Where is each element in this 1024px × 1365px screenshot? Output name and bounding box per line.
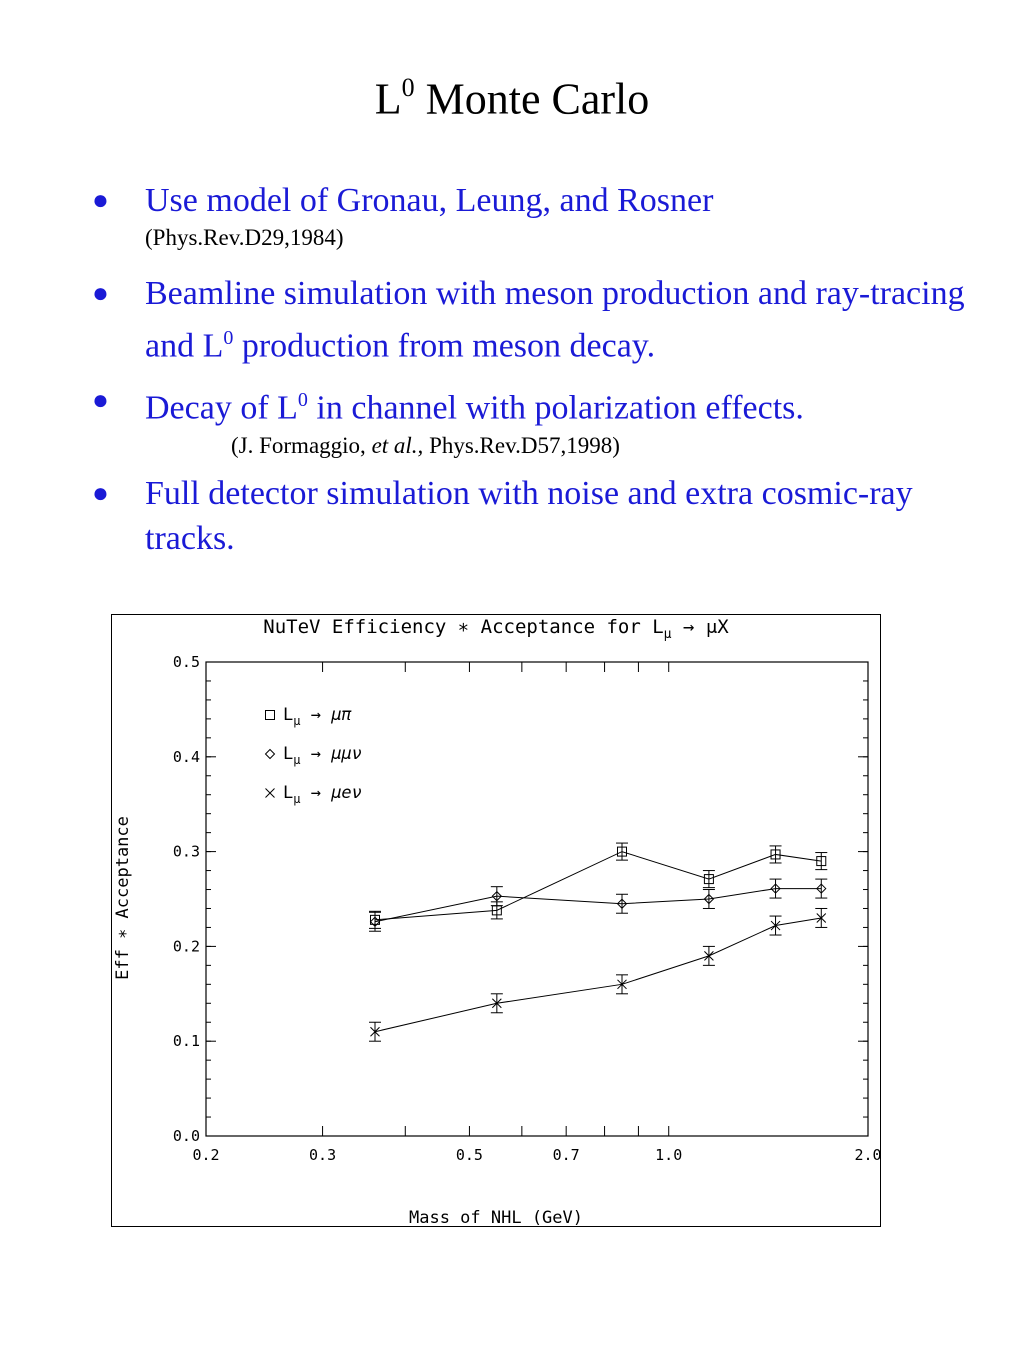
reference-part: (J. Formaggio, (231, 432, 372, 458)
y-axis-label: Eff ∗ Acceptance (113, 816, 133, 980)
legend-entry: $L_\mu \to \mu\mu\nu$ (283, 744, 362, 767)
bullet-reference: (Phys.Rev.D29,1984) (145, 225, 344, 250)
y-tick-label: 0.4 (172, 747, 200, 766)
legend-entry: $L_\mu \to \mu e\nu$ (283, 783, 362, 806)
bullet-text: Use model of Gronau, Leung, and Rosner (145, 182, 714, 219)
bullet-text-part: in channel with polarization effects. (307, 389, 804, 427)
title-text: L (374, 74, 402, 124)
bullet-text (145, 378, 972, 430)
bullet-item (92, 378, 972, 460)
bullet-item (92, 178, 972, 253)
bullet-dot-icon: ● (92, 477, 109, 509)
series-line (375, 918, 821, 1032)
bullet-dot-icon: ● (92, 278, 109, 309)
bullet-text-part: Decay of L (145, 389, 298, 427)
title-superscript: 0 (401, 73, 415, 102)
bullet-superscript: 0 (223, 327, 234, 349)
bullet-text: Full detector simulation with noise and extra cosmic-ray tracks. (145, 474, 913, 557)
bullet-dot-icon: ● (92, 185, 109, 216)
y-tick-label: 0.5 (172, 653, 200, 671)
bullet-list (92, 178, 972, 561)
x-tick-label: 2.0 (854, 1146, 880, 1164)
bullet-text (145, 271, 972, 368)
slide-title (0, 60, 1024, 130)
chart-title: NuTeV Efficiency ∗ Acceptance for $L_\mu \to \mu X$ (263, 616, 729, 642)
bullet-dot-icon: ● (92, 385, 109, 417)
x-axis-label: Mass of NHL (GeV) (409, 1208, 583, 1226)
y-tick-label: 0.0 (172, 1127, 200, 1145)
reference-part: Phys.Rev.D57,1998) (423, 432, 620, 458)
x-tick-label: 0.7 (552, 1146, 580, 1164)
cross-marker (266, 789, 275, 798)
x-tick-label: 1.0 (655, 1146, 683, 1164)
chart-marks (369, 843, 827, 1041)
series-line (375, 852, 821, 920)
x-tick-label: 0.3 (309, 1146, 337, 1164)
bullet-superscript: 0 (297, 389, 308, 412)
bullet-item (92, 471, 972, 561)
reference-italic: et al., (371, 432, 424, 458)
series-line (375, 889, 821, 922)
bullet-reference (145, 431, 972, 461)
square-marker (266, 711, 275, 720)
efficiency-chart (112, 615, 880, 1226)
diamond-marker (266, 750, 275, 759)
chart-legend (266, 705, 362, 806)
legend-entry: $L_\mu \to \mu\pi$ (283, 705, 352, 728)
bullet-item (92, 271, 972, 368)
x-tick-label: 0.5 (455, 1146, 483, 1164)
y-tick-label: 0.3 (172, 842, 200, 861)
bullet-text-part: Beamline simulation with meson production and ray-tracing and L (145, 275, 965, 365)
chart-frame (111, 614, 881, 1227)
y-tick-label: 0.1 (172, 1032, 200, 1051)
chart-axes (173, 653, 880, 1164)
title-rest: Monte Carlo (414, 74, 650, 124)
bullet-text-part: production from meson decay. (233, 327, 656, 365)
y-tick-label: 0.2 (172, 937, 200, 956)
x-tick-label: 0.2 (192, 1146, 220, 1164)
